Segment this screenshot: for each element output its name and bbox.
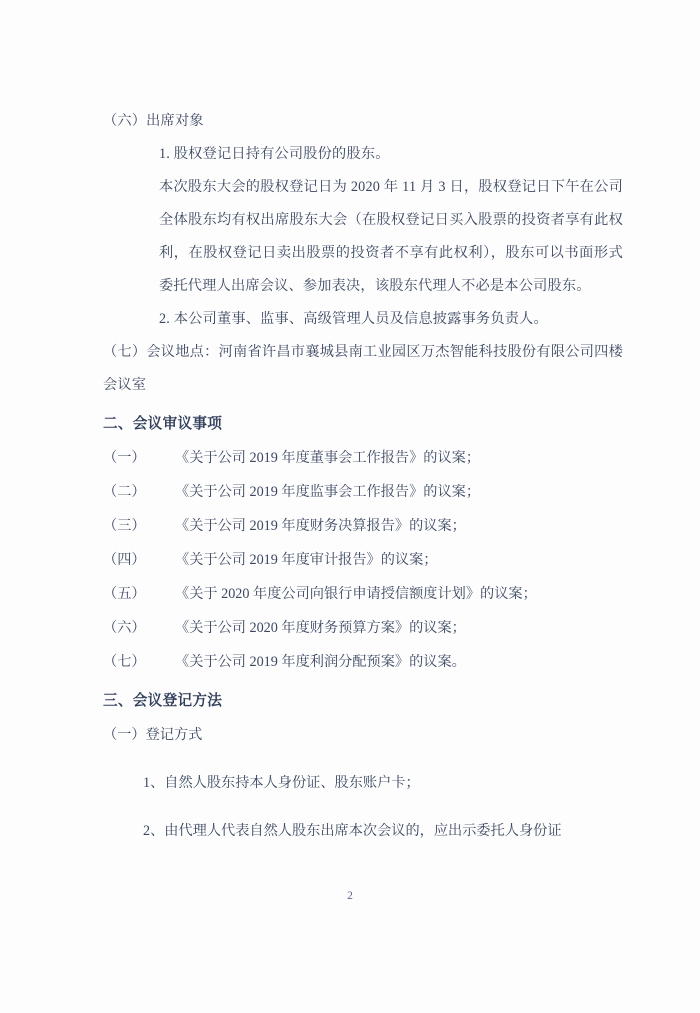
proposal-text: 《关于公司 2019 年度审计报告》的议案；	[175, 552, 438, 568]
proposal-number: （一）	[103, 450, 146, 466]
proposal-row	[103, 543, 623, 577]
proposal-row	[103, 475, 623, 509]
proposal-number: （二）	[103, 484, 146, 500]
proposal-text: 《关于公司 2019 年度监事会工作报告》的议案；	[175, 484, 481, 500]
attendee-item-1: 1. 股权登记日持有公司股份的股东。	[159, 146, 390, 162]
heading-meeting-agenda: 二、会议审议事项	[103, 416, 223, 432]
proposal-number: （七）	[103, 654, 146, 670]
document-body	[103, 105, 623, 863]
proposal-text: 《关于 2020 年度公司向银行申请授信额度计划》的议案；	[175, 586, 537, 602]
page-number: 2	[347, 890, 353, 902]
proposal-text: 《关于公司 2019 年度财务决算报告》的议案；	[175, 518, 466, 534]
proposal-text: 《关于公司 2019 年度利润分配预案》的议案。	[175, 654, 466, 670]
proposal-text: 《关于公司 2020 年度财务预算方案》的议案；	[175, 620, 466, 636]
proposal-row	[103, 441, 623, 475]
proposal-row	[103, 611, 623, 645]
proposal-row	[103, 645, 623, 679]
proposal-row	[103, 577, 623, 611]
proposal-number: （四）	[103, 552, 146, 568]
attendee-paragraph: 本次股东大会的股权登记日为 2020 年 11 月 3 日，股权登记日下午在公司全体股东均有权出席股东大会（在股权登记日买入股票的投资者享有此权利，在股权登记日卖出股票的投资者不享有此权利），股东可以书面形式委托代理人出席会议、参加表决，该股东代理人不必是本公司股东。	[159, 179, 623, 294]
section-venue	[103, 336, 623, 402]
registration-item-1: 1、自然人股东持本人身份证、股东账户卡；	[143, 775, 420, 792]
attendee-item-2: 2. 本公司董事、监事、高级管理人员及信息披露事务负责人。	[159, 311, 548, 327]
proposal-number: （六）	[103, 620, 146, 636]
venue-text: 河南省许昌市襄城县南工业园区万杰智能科技股份有限公司四楼会议室	[103, 344, 623, 393]
proposal-number: （五）	[103, 586, 146, 602]
section-attendees-label: （六）出席对象	[103, 113, 204, 129]
proposal-row	[103, 509, 623, 543]
registration-item-2: 2、由代理人代表自然人股东出席本次会议的，应出示委托人身份证	[143, 823, 562, 840]
registration-sub-label: （一）登记方式	[103, 727, 203, 743]
proposal-text: 《关于公司 2019 年度董事会工作报告》的议案；	[175, 450, 481, 466]
venue-label: （七）会议地点：	[103, 344, 219, 360]
proposal-number: （三）	[103, 518, 146, 534]
heading-registration-method: 三、会议登记方法	[103, 693, 223, 709]
